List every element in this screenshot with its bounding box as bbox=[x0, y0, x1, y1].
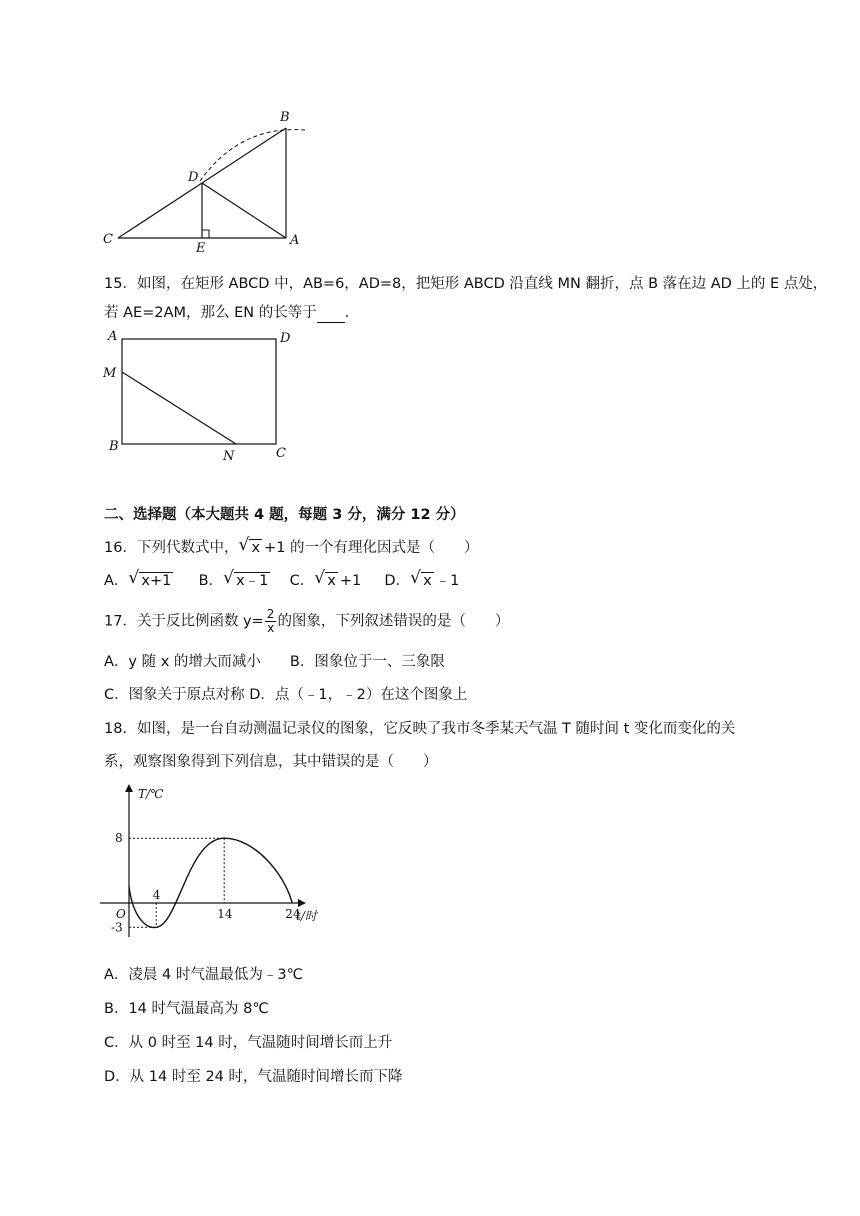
q16-optD-label: D． bbox=[384, 573, 411, 589]
denominator: x bbox=[267, 621, 275, 635]
guide-lines bbox=[129, 838, 224, 927]
q16-stem-a: 16．下列代数式中， bbox=[104, 540, 239, 556]
numerator: 2 bbox=[266, 607, 275, 621]
q15-line2-end: ． bbox=[344, 305, 360, 321]
q16-optC-tail: +1 bbox=[339, 573, 362, 589]
q15-line2 bbox=[104, 303, 359, 323]
label-B: B bbox=[109, 439, 119, 454]
label-C: C bbox=[103, 232, 113, 247]
radical bbox=[316, 571, 338, 591]
label-A: A bbox=[290, 233, 300, 248]
q18-optD: D．从 14 时至 24 时，气温随时间增长而下降 bbox=[104, 1069, 403, 1085]
q18-line2: 系，观察图象得到下列信息，其中错误的是（ ） bbox=[104, 754, 438, 770]
y-tick-label-8: 8 bbox=[115, 831, 123, 846]
q16-optD-tail: ﹣1 bbox=[435, 573, 460, 589]
radicand: x bbox=[327, 573, 336, 589]
q18-optC: C．从 0 时至 14 时，气温随时间增长而上升 bbox=[104, 1035, 393, 1051]
temperature-curve bbox=[129, 838, 292, 927]
q16-optB-label: B． bbox=[198, 573, 224, 589]
q17-options-cd: C．图象关于原点对称 D．点（﹣1，﹣2）在这个图象上 bbox=[104, 687, 468, 703]
q17-stem-b: 的图象，下列叙述错误的是（ ） bbox=[277, 613, 510, 630]
q17-stem-a: 17．关于反比例函数 y= bbox=[104, 613, 264, 630]
q16-stem bbox=[104, 538, 479, 558]
radical bbox=[225, 571, 270, 591]
y-axis-label: T/℃ bbox=[138, 787, 164, 801]
label-N: N bbox=[223, 449, 235, 464]
segment-DA bbox=[202, 183, 286, 238]
x-axis-label: t/时 bbox=[296, 909, 317, 923]
radicand: x﹣1 bbox=[236, 573, 269, 589]
x-tick-label-24: 24 bbox=[285, 907, 301, 921]
label-A: A bbox=[108, 329, 118, 344]
segment-MN bbox=[122, 372, 236, 444]
label-D: D bbox=[280, 331, 291, 346]
x-tick-label-14: 14 bbox=[217, 907, 233, 921]
right-angle-mark bbox=[202, 230, 209, 238]
radicand: x bbox=[423, 573, 432, 589]
q18-optB: B．14 时气温最高为 8℃ bbox=[104, 1001, 269, 1017]
x-tick-label-4: 4 bbox=[152, 888, 161, 902]
q15-line2-text: 若 AE=2AM，那么 EN 的长等于 bbox=[104, 305, 317, 321]
answer-blank bbox=[317, 308, 345, 323]
q16-optA-label: A． bbox=[104, 573, 129, 589]
radicand: x bbox=[251, 540, 261, 556]
q18-line1: 18．如图，是一台自动测温记录仪的图象，它反映了我市冬季某天气温 T 随时间 t 变化而变化的关 bbox=[104, 721, 736, 737]
fraction bbox=[265, 608, 277, 635]
q16-stem-b: +1 的一个有理化因式是（ ） bbox=[264, 540, 479, 556]
q15-line1: 15．如图，在矩形 ABCD 中，AB=6，AD=8，把矩形 ABCD 沿直线 MN 翻折，点 B 落在边 AD 上的 E 点处， bbox=[104, 276, 828, 292]
radicand: x+1 bbox=[141, 573, 172, 589]
rectangle-ABCD bbox=[122, 339, 276, 444]
x-axis-arrow bbox=[298, 899, 306, 907]
radical bbox=[412, 571, 434, 591]
q16-optC-label: C． bbox=[289, 573, 315, 589]
figure-14 bbox=[100, 105, 320, 255]
label-B: B bbox=[280, 110, 290, 125]
y-tick-label--3: -3 bbox=[111, 920, 123, 935]
section-title: 二、选择题（本大题共 4 题，每题 3 分，满分 12 分） bbox=[104, 507, 465, 523]
label-C: C bbox=[276, 446, 286, 461]
radical bbox=[240, 538, 262, 558]
q17-stem bbox=[104, 608, 509, 635]
q16-options bbox=[104, 571, 459, 591]
q18-optA: A．凌晨 4 时气温最低为﹣3℃ bbox=[104, 967, 303, 983]
label-M: M bbox=[103, 366, 117, 381]
q17-options-ab: A．y 随 x 的增大而减小 B．图象位于一、三象限 bbox=[104, 654, 445, 670]
figure-15 bbox=[100, 326, 300, 466]
radical bbox=[130, 571, 173, 591]
y-axis-arrow bbox=[125, 784, 133, 792]
temperature-chart bbox=[100, 782, 330, 942]
origin-label: O bbox=[116, 907, 126, 921]
label-E: E bbox=[196, 241, 206, 255]
label-D: D bbox=[188, 170, 199, 185]
